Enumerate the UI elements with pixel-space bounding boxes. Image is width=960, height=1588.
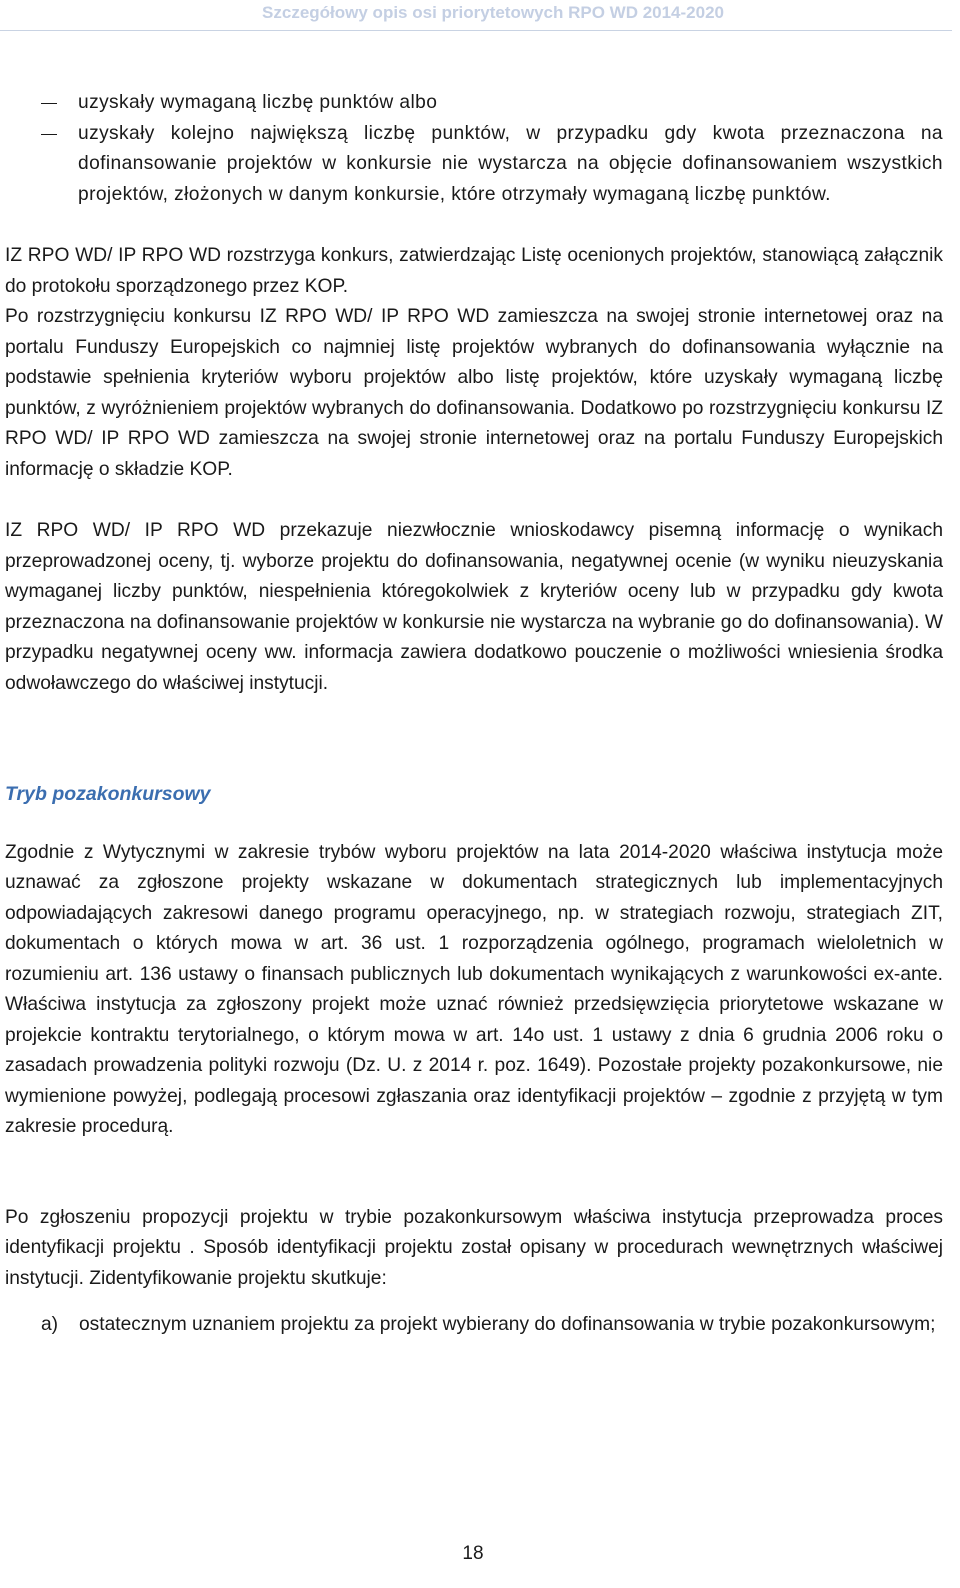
- paragraph: IZ RPO WD/ IP RPO WD rozstrzyga konkurs, zatwierdzając Listę ocenionych projektów, stanowiącą załącznik do protokołu sporządzonego przez KOP.: [5, 245, 943, 297]
- paragraph: Zgodnie z Wytycznymi w zakresie trybów wyboru projektów na lata 2014-2020 właściwa instytucja może uznawać za zgłoszone projekty wskazane w dokumentach strategicznych lub implementacyjnych odpowiadających zakresowi danego programu operacyjnego, np. w strategiach rozwoju, strategiach ZIT, dokumentach o których mowa w art. 36 ust. 1 rozporządzenia ogólnego, programach wieloletnich w rozumieniu art. 136 ustawy o finansach publicznych lub dokumentach wynikających z warunkowości ex-ante. Właściwa instytucja za zgłoszony projekt może uznać również przedsięwzięcia priorytetowe wskazane w projekcie kontraktu terytorialnego, o którym mowa w art. 14o ust. 1 ustawy z dnia 6 grudnia 2006 roku o zasadach prowadzenia polityki rozwoju (Dz. U. z 2014 r. poz. 1649). Pozostałe projekty pozakonkursowe, nie wymienione powyżej, podlegają procesowi zgłaszania oraz identyfikacji projektów – zgodnie z przyjętą w tym zakresie procedurą.: [5, 841, 943, 1137]
- paragraph: Po zgłoszeniu propozycji projektu w trybie pozakonkursowym właściwa instytucja przeprowadza proces identyfikacji projektu . Sposób identyfikacji projektu został opisany w procedurach wewnętrznych właściwej instytucji. Zidentyfikowanie projektu skutkuje:: [5, 1206, 943, 1289]
- header-title: Szczegółowy opis osi priorytetowych RPO WD 2014-2020: [262, 3, 724, 22]
- paragraph: Po rozstrzygnięciu konkursu IZ RPO WD/ IP RPO WD zamieszcza na swojej stronie internetowej oraz na portalu Funduszy Europejskich co najmniej listę projektów wybranych do dofinansowania wyłącznie na podstawie spełnienia kryteriów wyboru projektów albo listę projektów, które uzyskały wymaganą liczbę punktów, z wyróżnieniem projektów wybranych do dofinansowania. Dodatkowo po rozstrzygnięciu konkursu IZ RPO WD/ IP RPO WD zamieszcza na swojej stronie internetowej oraz na portalu Funduszy Europejskich informację o składzie KOP.: [5, 306, 943, 480]
- list-item: uzyskały kolejno największą liczbę punktów, w przypadku gdy kwota przeznaczona na dofinansowanie projektów w konkursie nie wystarcza na objęcie dofinansowaniem wszystkich projektów, złożonych w danym konkursie, które otrzymały wymaganą liczbę punktów.: [5, 119, 943, 211]
- paragraph: IZ RPO WD/ IP RPO WD przekazuje niezwłocznie wnioskodawcy pisemną informację o wynikach przeprowadzonej oceny, tj. wyborze projektu do dofinansowania, negatywnej ocenie (w wyniku nieuzyskania wymaganej liczby punktów, niespełnienia któregokolwiek z kryteriów oceny lub w przypadku gdy kwota przeznaczona na dofinansowanie projektów w konkursie nie wystarcza na wybranie go do dofinansowania). W przypadku negatywnej oceny ww. informacja zawiera dodatkowo pouczenie o możliwości wniesienia środka odwoławczego do właściwej instytucji.: [5, 520, 943, 694]
- document-body: [5, 88, 943, 1341]
- list-marker: a): [41, 1314, 59, 1335]
- list-item: uzyskały wymaganą liczbę punktów albo: [5, 88, 943, 119]
- list-item: [5, 1310, 943, 1341]
- page-number: 18: [462, 1543, 484, 1564]
- list-item-text: ostatecznym uznaniem projektu za projekt wybierany do dofinansowania w trybie pozakonkursowym;: [79, 1314, 936, 1335]
- dash-list: [5, 88, 943, 210]
- alpha-list: [5, 1310, 943, 1341]
- page-header: [0, 0, 952, 31]
- section-heading: Tryb pozakonkursowy: [5, 783, 211, 805]
